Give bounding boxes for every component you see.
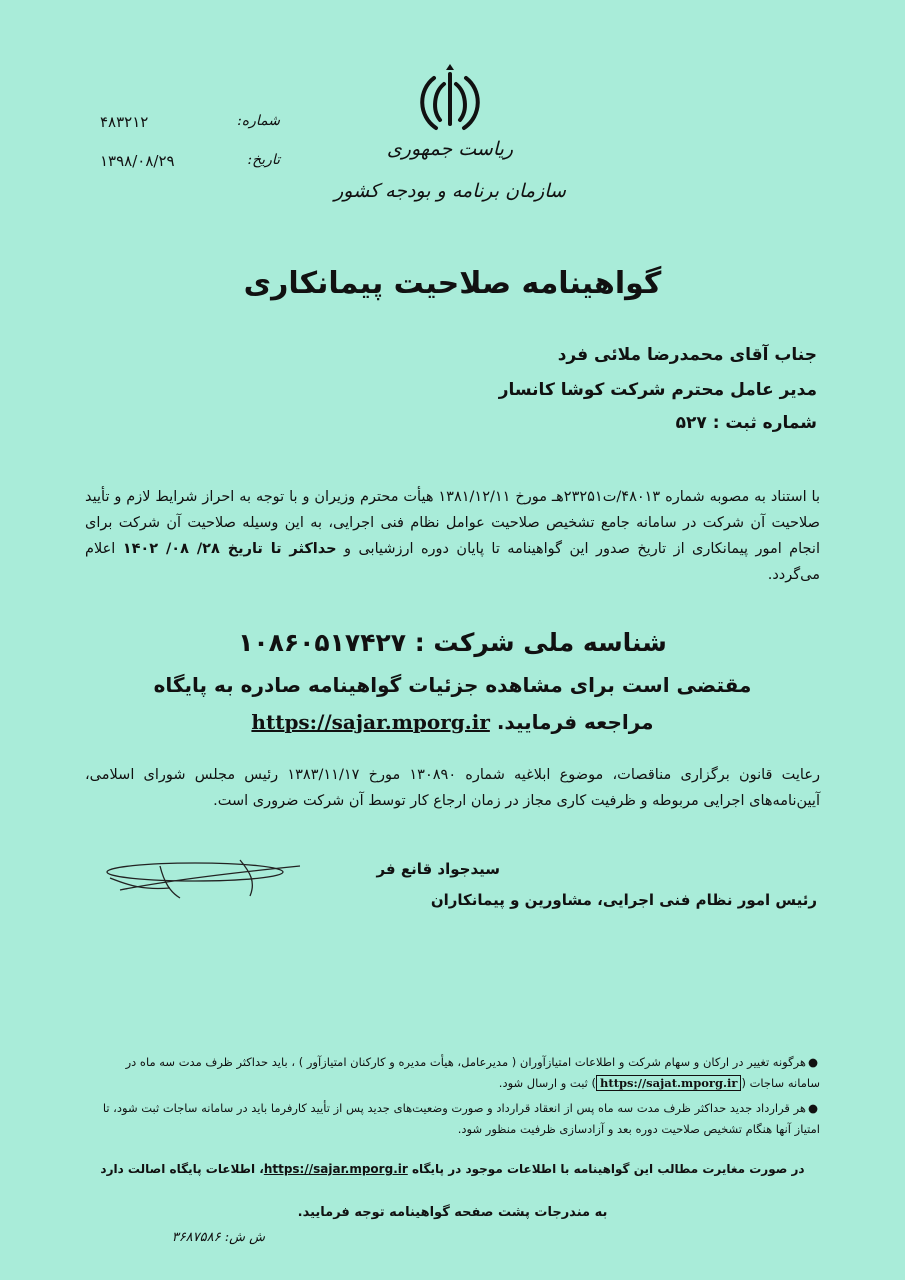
org-line-presidency: ریاست جمهوری bbox=[386, 138, 514, 160]
letter-date-row bbox=[100, 152, 280, 170]
validity-date: حداکثر تا تاریخ ۲۸/ ۰۸/ ۱۴۰۲ bbox=[122, 541, 337, 557]
note-2-text: هر قرارداد جدید حداکثر ظرف مدت سه ماه پس از انعقاد قرارداد و صورت وضعیت‌های جدید پس از تأیید کارفرما باید در سامانه ساجات ثبت شود، تا امتیاز آنها هنگام تشخیص صلاحیت دوره بعد و آزادسازی ظرفیت منظور شود. bbox=[102, 1101, 820, 1136]
note-1-part2: ) ثبت و ارسال شود. bbox=[498, 1076, 597, 1090]
note-1 bbox=[90, 1052, 820, 1094]
national-id-line bbox=[60, 628, 845, 657]
addressee-name: جناب آقای محمدرضا ملائی فرد bbox=[557, 345, 817, 365]
letter-date-label: تاریخ: bbox=[247, 152, 280, 168]
letter-number-value: ۴۸۳۲۱۲ bbox=[100, 113, 149, 131]
note-2 bbox=[90, 1098, 820, 1140]
serial-number: ش ش: ۳۶۸۷۵۸۶ bbox=[171, 1230, 265, 1245]
signatory-name: سیدجواد قانع فر bbox=[376, 860, 500, 878]
addressee-position: مدیر عامل محترم شرکت کوشا کانسار bbox=[498, 380, 817, 400]
sajar-portal-link[interactable]: https://sajar.mporg.ir bbox=[251, 710, 490, 734]
national-id-value: ۱۰۸۶۰۵۱۷۴۲۷ bbox=[238, 628, 406, 657]
portal-notice-line2 bbox=[60, 710, 845, 734]
approval-tail: اعلام می‌گردد. bbox=[85, 541, 820, 583]
national-id-label: شناسه ملی شرکت : bbox=[414, 628, 667, 657]
approval-text: با استناد به مصوبه شماره ۴۸۰۱۳/ت۲۳۲۵۱هـ مورخ ۱۳۸۱/۱۲/۱۱ هیأت محترم وزیران و با توجه به احراز شرایط لازم و تأیید صلاحیت آن شرکت در سامانه جامع تشخیص صلاحیت عوامل نظام فنی اجرایی، به این وسیله صلاحیت آن شرکت برای انجام امور پیمانکاری از تاریخ صدور این گواهینامه تا پایان دوره ارزشیابی و bbox=[85, 489, 821, 557]
portal-notice-line1: مقتضی است برای مشاهده جزئیات گواهینامه صادره به پایگاه bbox=[153, 673, 752, 697]
mismatch-notice bbox=[60, 1162, 845, 1176]
portal-notice-suffix: مراجعه فرمایید. bbox=[496, 710, 654, 734]
signatory-title: رئیس امور نظام فنی اجرایی، مشاورین و پیمانکاران bbox=[430, 891, 817, 909]
registration-number: شماره ثبت : ۵۲۷ bbox=[675, 413, 817, 433]
org-line-plan-budget: سازمان برنامه و بودجه کشور bbox=[334, 180, 566, 202]
letter-number-label: شماره: bbox=[237, 113, 280, 129]
mismatch-portal-link[interactable]: https://sajar.mporg.ir bbox=[263, 1162, 408, 1176]
mismatch-notice-part1: در صورت مغایرت مطالب این گواهینامه با اطلاعات موجود در پایگاه bbox=[411, 1162, 805, 1176]
letter-date-value: ۱۳۹۸/۰۸/۲۹ bbox=[100, 152, 175, 170]
bullet-icon: ● bbox=[807, 1055, 819, 1069]
certificate-title: گواهینامه صلاحیت پیمانکاری bbox=[243, 266, 662, 301]
note-1-part1: هرگونه تغییر در ارکان و سهام شرکت و اطلاعات امتیازآوران ( مدیرعامل، هیأت مدیره و کارکنان امتیازآور ) ، باید حداکثر ظرف مدت سه ماه در سامانه ساجات ( bbox=[125, 1055, 820, 1090]
iran-emblem-icon bbox=[410, 62, 490, 142]
bullet-icon: ● bbox=[807, 1101, 819, 1115]
mismatch-notice-part2: ، اطلاعات پایگاه اصالت دارد bbox=[100, 1162, 264, 1176]
signature-icon bbox=[100, 852, 320, 912]
sajat-portal-link[interactable]: https://sajat.mporg.ir bbox=[596, 1075, 741, 1091]
back-page-notice: به مندرجات پشت صفحه گواهینامه توجه فرمایید. bbox=[297, 1205, 608, 1220]
approval-paragraph bbox=[85, 484, 820, 588]
compliance-paragraph: رعایت قانون برگزاری مناقصات، موضوع ابلاغیه شماره ۱۳۰۸۹۰ مورخ ۱۳۸۳/۱۱/۱۷ رئیس مجلس شورای اسلامی، آیین‌نامه‌های اجرایی مربوطه و ظرفیت کاری مجاز در زمان ارجاع کار توسط آن شرکت ضروری است. bbox=[85, 767, 820, 809]
letter-number-row bbox=[100, 113, 280, 131]
